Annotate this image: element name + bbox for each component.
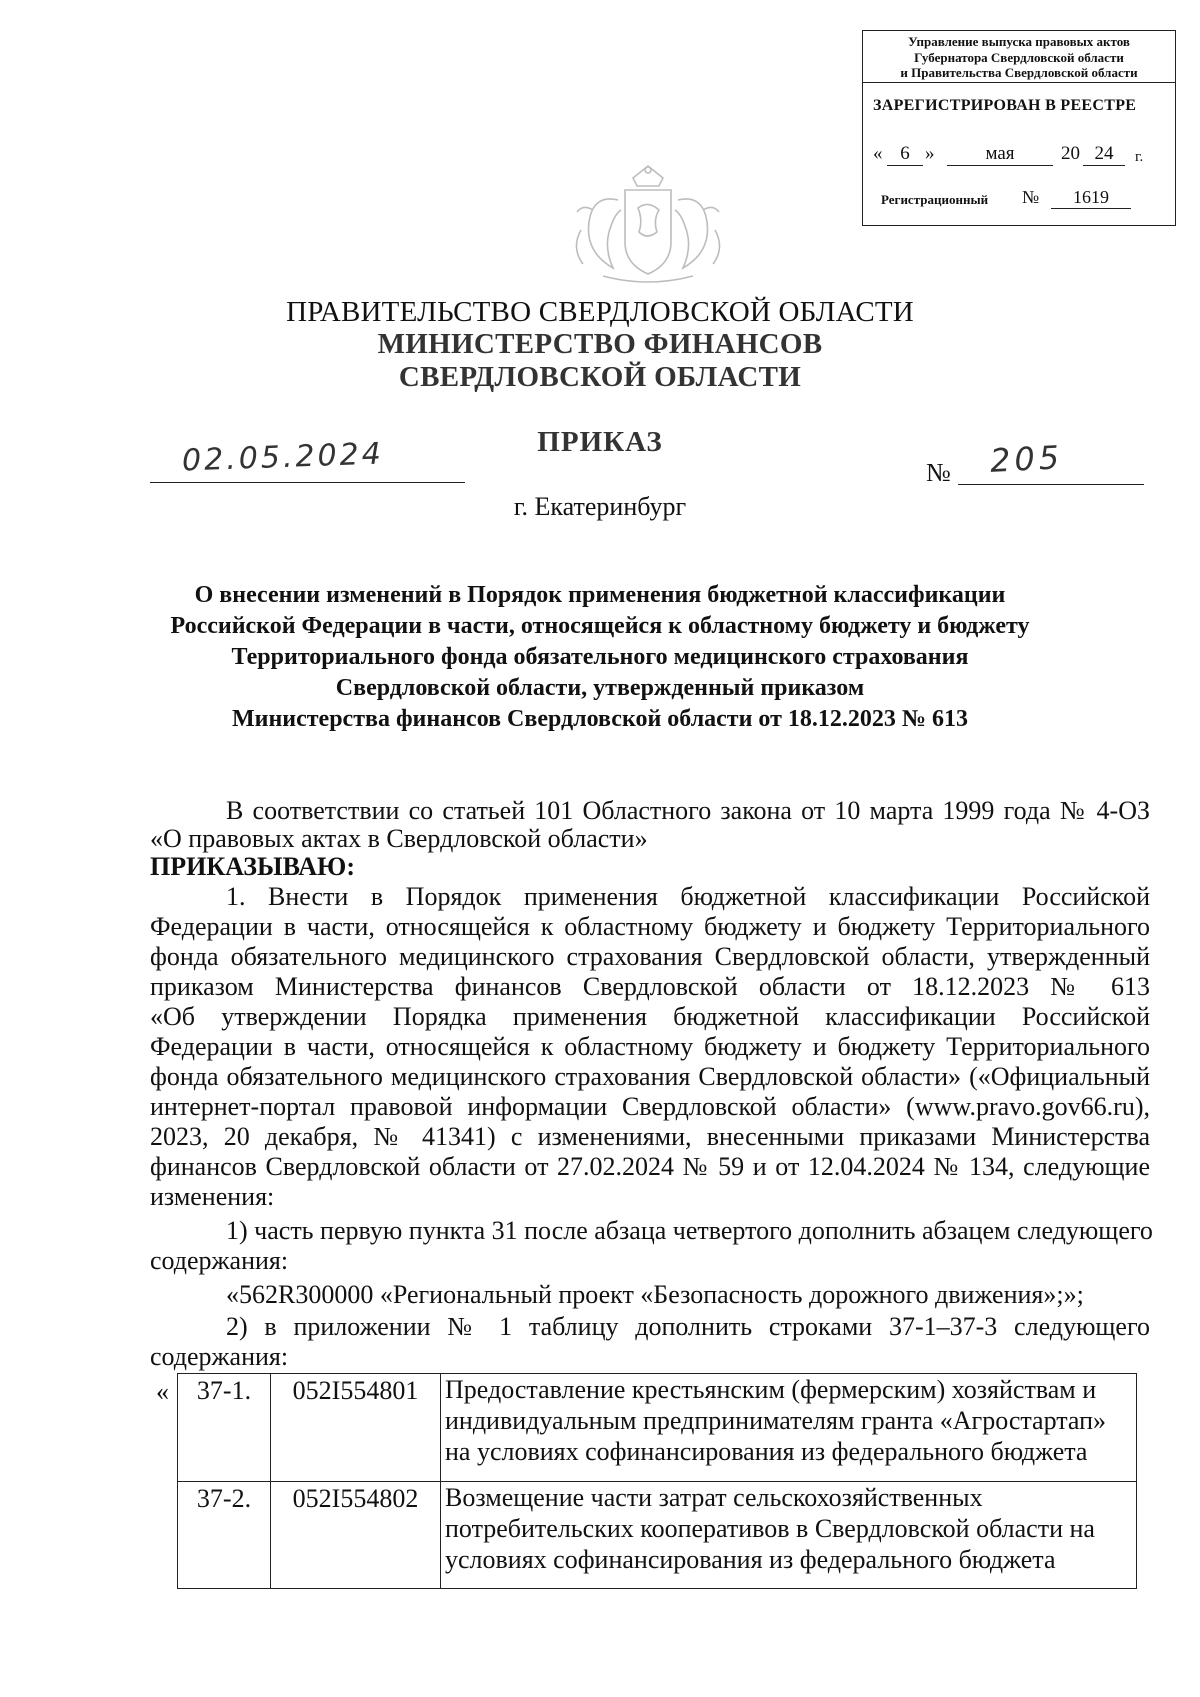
- item-1-line: Федерации в части, относящейся к областному бюджету и бюджету Территориального: [150, 1032, 1150, 1061]
- subitem-1-line: 1) часть первую пункта 31 после абзаца четвертого дополнить абзацем следующего: [226, 1216, 1153, 1245]
- subitem-1-line: содержания:: [150, 1246, 289, 1275]
- stamp-date-year-unit: г.: [1135, 149, 1144, 165]
- ministry-name-line-2: СВЕРДЛОВСКОЙ ОБЛАСТИ: [398, 361, 802, 393]
- preamble-line: В соответствии со статьей 101 Областного закона от 10 марта 1999 года № 4-ОЗ: [226, 796, 1150, 825]
- item-1-line: Федерации в части, относящейся к областному бюджету и бюджету Территориального: [150, 912, 1150, 941]
- item-1-line: 2023, 20 декабря, № 41341) с изменениями, внесенными приказами Министерства: [150, 1122, 1150, 1151]
- item-1-line: 1. Внести в Порядок применения бюджетной классификации Российской: [226, 882, 1150, 911]
- stamp-date-day: 6: [887, 143, 923, 166]
- stamp-date: [873, 143, 1169, 167]
- table-cell-description: [441, 1374, 1136, 1481]
- table-cell-code: 052I554802: [271, 1482, 441, 1589]
- handwritten-date: 02.05.2024: [181, 436, 385, 479]
- stamp-header-line: Управление выпуска правовых актов: [908, 34, 1130, 49]
- subitem-2-line: содержания:: [150, 1342, 289, 1371]
- number-underline: [958, 484, 1144, 485]
- item-1-line: фонда обязательного медицинского страхования Свердловской области, утвержденный: [150, 942, 1150, 971]
- classification-table: [177, 1373, 1137, 1589]
- item-1-line: «Об утверждении Порядка применения бюджетной классификации Российской: [150, 1002, 1150, 1031]
- document-title-line: Территориального фонда обязательного медицинского страхования: [231, 644, 969, 670]
- order-word: ПРИКАЗЫВАЮ:: [150, 852, 355, 881]
- description-line: Возмещение части затрат сельскохозяйственных: [445, 1483, 983, 1512]
- stamp-date-year-prefix: 20: [1061, 143, 1080, 164]
- description-line: условиях софинансирования из федерального бюджета: [445, 1545, 1056, 1574]
- handwritten-number: 205: [989, 438, 1065, 480]
- subitem-1-quote: «562R300000 «Региональный проект «Безопасность дорожного движения»;»;: [226, 1280, 1084, 1309]
- item-1-line: приказом Министерства финансов Свердловской области от 18.12.2023 № 613: [150, 972, 1150, 1001]
- document-type: ПРИКАЗ: [537, 426, 663, 458]
- stamp-reg-number: 1619: [1051, 187, 1131, 209]
- city: г. Екатеринбург: [513, 492, 687, 521]
- stamp-header-line: и Правительства Свердловской области: [900, 65, 1138, 80]
- item-1-line: финансов Свердловской области от 27.02.2024 № 59 и от 12.04.2024 № 134, следующие: [150, 1152, 1150, 1181]
- document-title-line: Министерства финансов Свердловской области от 18.12.2023 № 613: [231, 706, 969, 732]
- item-1-line: изменения:: [150, 1182, 275, 1211]
- item-1-line: интернет-портал правовой информации Свердловской области» (www.pravo.gov66.ru),: [150, 1092, 1150, 1121]
- stamp-number-sign: №: [1022, 187, 1040, 207]
- document-title-line: Свердловской области, утвержденный приказом: [335, 675, 865, 701]
- stamp-date-month: мая: [947, 143, 1053, 166]
- stamp-reg-label: Регистрационный: [881, 192, 989, 207]
- table-cell-description: [441, 1482, 1136, 1589]
- subitem-2-line: 2) в приложении № 1 таблицу дополнить строками 37-1–37-3 следующего: [226, 1312, 1150, 1341]
- description-line: на условиях софинансирования из федерального бюджета: [445, 1437, 1088, 1466]
- stamp-date-year-suffix: 24: [1083, 143, 1125, 166]
- table-open-quote: «: [156, 1377, 169, 1406]
- stamp-header: [863, 31, 1175, 83]
- table-cell-code: 052I554801: [271, 1374, 441, 1481]
- registry-stamp: [862, 30, 1176, 226]
- table-row: [178, 1481, 1136, 1589]
- coat-of-arms-emblem: [563, 160, 733, 290]
- description-line: индивидуальным предпринимателям гранта «Агростартап»: [445, 1406, 1107, 1435]
- stamp-header-line: Губернатора Свердловской области: [914, 49, 1124, 65]
- description-line: потребительских кооперативов в Свердловской области на: [445, 1514, 1095, 1543]
- number-sign: №: [926, 458, 951, 487]
- stamp-registered-label: ЗАРЕГИСТРИРОВАН В РЕЕСТРЕ: [873, 97, 1137, 114]
- date-underline: [150, 482, 465, 483]
- document-title-line: Российской Федерации в части, относящейся к областному бюджету и бюджету: [170, 613, 1030, 639]
- stamp-registration-number: [881, 187, 1171, 211]
- stamp-date-close-quote: »: [925, 143, 935, 164]
- ministry-name-line-1: МИНИСТЕРСТВО ФИНАНСОВ: [377, 328, 823, 360]
- table-row: [178, 1374, 1136, 1481]
- item-1-line: фонда обязательного медицинского страхования Свердловской области» («Официальный: [150, 1062, 1150, 1091]
- document-title-line: О внесении изменений в Порядок применения бюджетной классификации: [194, 582, 1006, 608]
- stamp-date-open-quote: «: [873, 143, 883, 164]
- government-name: ПРАВИТЕЛЬСТВО СВЕРДЛОВСКОЙ ОБЛАСТИ: [286, 296, 914, 328]
- description-line: Предоставление крестьянским (фермерским) хозяйствам и: [445, 1375, 1097, 1404]
- table-cell-number: 37-2.: [178, 1482, 271, 1589]
- preamble-line: «О правовых актах в Свердловской области»: [150, 824, 648, 853]
- table-cell-number: 37-1.: [178, 1374, 271, 1481]
